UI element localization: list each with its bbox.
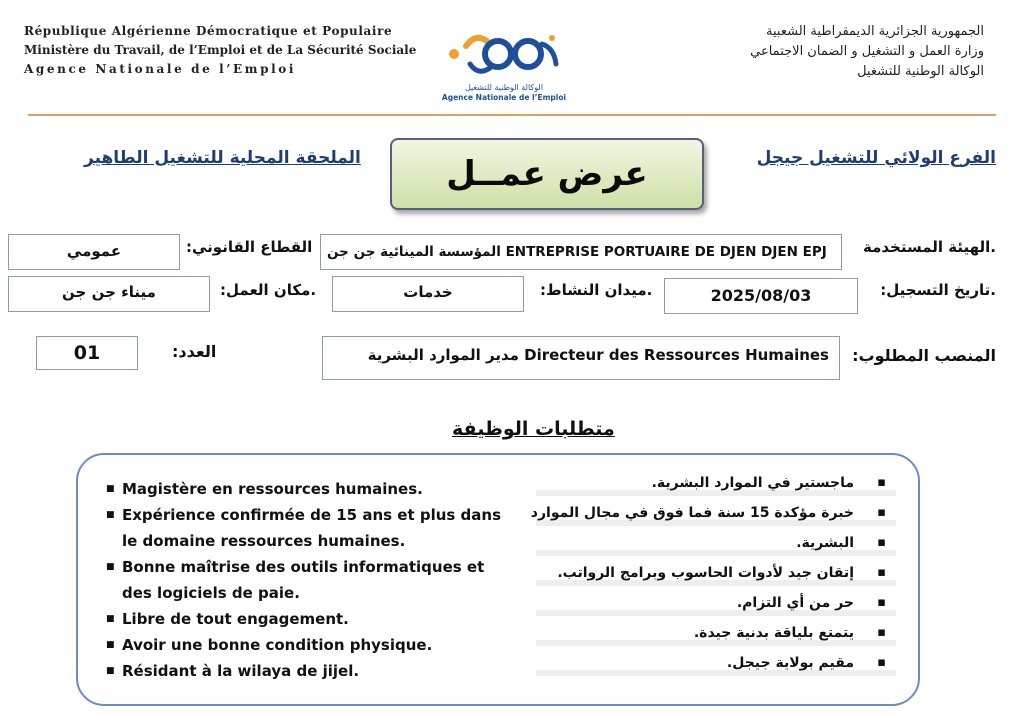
title-box [390, 138, 704, 210]
requirement-ar-item: ▪ حر من أي التزام. [536, 588, 896, 618]
header-french [24, 22, 416, 79]
branch-wilaya-office: الفرع الولائي للتشغيل جيجل [756, 148, 996, 168]
requirement-ar-item: ▪ ماجستير في الموارد البشرية. [536, 468, 896, 498]
requirement-fr-item: ■ Libre de tout engagement. [106, 606, 516, 632]
position-label: المنصب المطلوب: [852, 346, 996, 365]
requirement-fr-item: ■ Expérience confirmée de 15 ans et plus dans le domaine ressources humaines. [106, 502, 516, 554]
employer-label: .الهيئة المستخدمة [862, 238, 996, 256]
employer-field: المؤسسة المينائية جن جن ENTREPRISE PORTUAIRE DE DJEN DJEN EPJ [320, 234, 842, 270]
requirement-fr-item: ■ Résidant à la wilaya de jijel. [106, 658, 516, 684]
activity-field-label: .ميدان النشاط: [540, 281, 653, 299]
header-ar-ministry: وزارة العمل و التشغيل و الضمان الاجتماعي [750, 44, 984, 59]
registration-date-label: .تاريخ التسجيل: [880, 281, 996, 299]
logo-caption-ar: الوكالة الوطنية للتشغيل [464, 83, 544, 92]
workplace-field: ميناء جن جن [8, 276, 210, 312]
activity-field-value: خدمات [332, 276, 524, 312]
page-title: عرض عمــل [446, 154, 648, 194]
requirements-title: متطلبات الوظيفة [452, 418, 615, 440]
logo-caption-fr: Agence Nationale de l’Emploi [441, 93, 567, 102]
legal-sector-field: عمومي [8, 234, 180, 270]
requirements-ar-list [530, 468, 896, 678]
count-field: 01 [36, 336, 138, 370]
requirement-ar-item: ▪ خبرة مؤكدة 15 سنة فما فوق في مجال الموارد [536, 498, 896, 528]
anem-logo-icon [442, 24, 566, 82]
requirement-fr-item: ■ Avoir une bonne condition physique. [106, 632, 516, 658]
header-fr-agency: Agence Nationale de l’Emploi [24, 62, 296, 76]
header-ar-agency: الوكالة الوطنية للتشغيل [857, 64, 984, 79]
branch-local-office: الملحقة المحلية للتشغيل الطاهير [84, 148, 361, 168]
requirement-ar-item: ▪ إتقان جيد لأدوات الحاسوب وبرامج الرواتب. [536, 558, 896, 588]
requirement-fr-item: ■ Bonne maîtrise des outils informatiques et des logiciels de paie. [106, 554, 516, 606]
agency-logo [436, 24, 572, 110]
header-arabic [750, 22, 984, 82]
registration-date-field: 2025/08/03 [664, 278, 858, 314]
header-ar-republic: الجمهورية الجزائرية الديمقراطية الشعبية [766, 24, 984, 39]
workplace-label: .مكان العمل: [220, 281, 317, 299]
requirement-fr-item: ■ Magistère en ressources humaines. [106, 476, 516, 502]
header-fr-ministry: Ministère du Travail, de l’Emploi et de La Sécurité Sociale [24, 43, 417, 57]
header-divider [28, 114, 996, 116]
requirement-ar-item: ▪ البشرية. [536, 528, 896, 558]
requirement-ar-item: ▪ يتمتع بلياقة بدنية جيدة. [536, 618, 896, 648]
position-field: مدير الموارد البشرية Directeur des Ressources Humaines [322, 336, 840, 380]
count-label: العدد: [172, 342, 217, 361]
header-fr-republic: République Algérienne Démocratique et Populaire [24, 24, 393, 38]
legal-sector-label: القطاع القانوني: [186, 238, 313, 256]
requirements-fr-list [106, 476, 516, 684]
requirement-ar-item: ▪ مقيم بولاية جيجل. [536, 648, 896, 678]
